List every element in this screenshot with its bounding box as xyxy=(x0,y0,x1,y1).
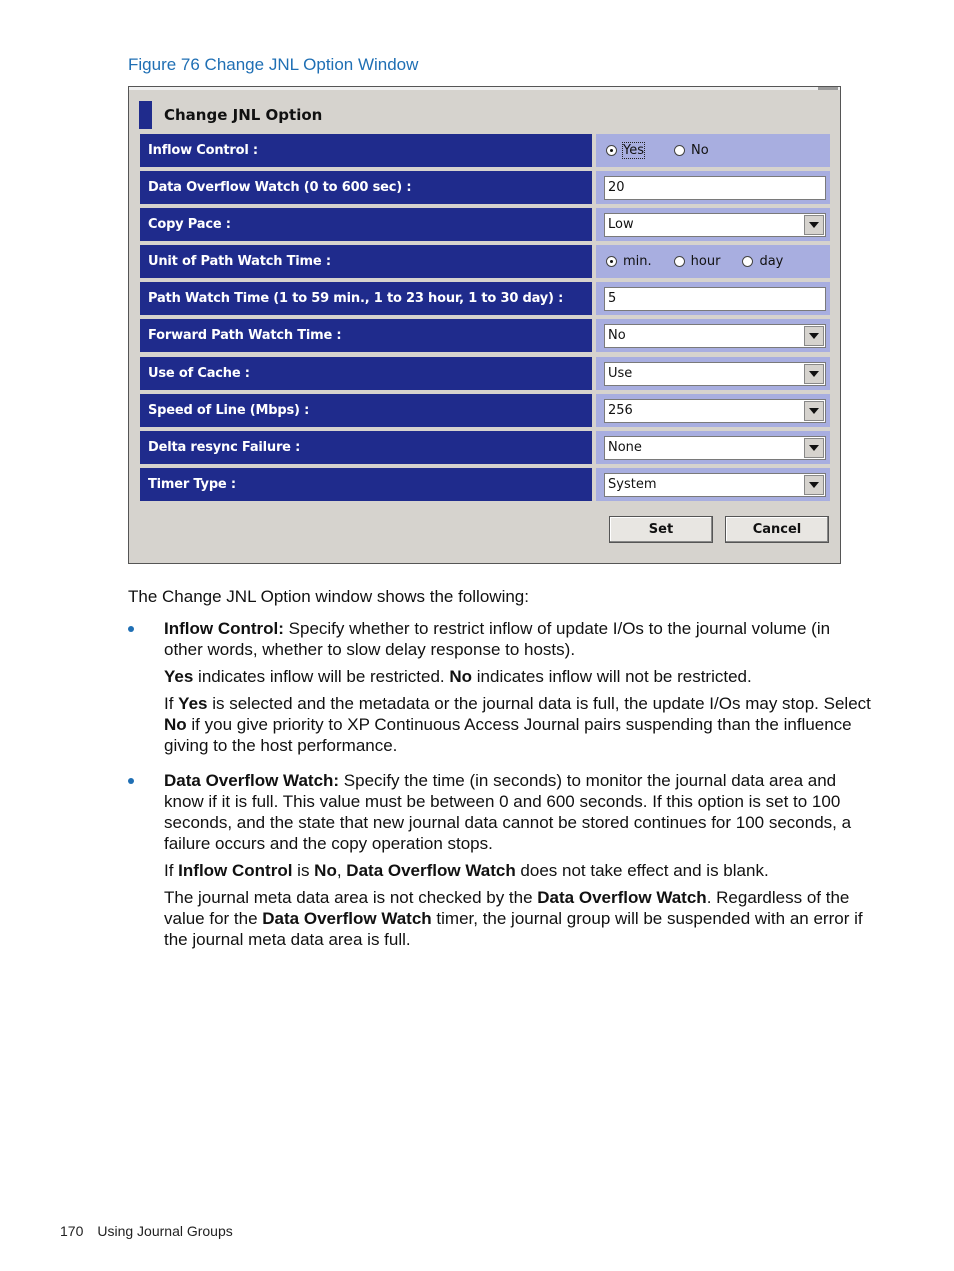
text-segment: , xyxy=(336,861,347,880)
unit-day-label: day xyxy=(759,254,784,269)
chevron-down-icon[interactable] xyxy=(804,364,824,384)
inflow-control-paragraph xyxy=(164,618,872,660)
text-segment: is selected and the metadata or the journal data is full, the update I/Os may stop. Select xyxy=(207,694,871,713)
term-yes: Yes xyxy=(164,667,194,686)
chevron-down-icon[interactable] xyxy=(804,326,824,346)
data-overflow-watch-label: Data Overflow Watch (0 to 600 sec) : xyxy=(140,171,592,204)
radio-unselected-icon xyxy=(742,256,753,267)
page-footer xyxy=(60,1223,233,1239)
text-segment: timer, the journal group will be suspended with an error if the journal meta data area is full. xyxy=(164,909,863,949)
data-overflow-watch-input[interactable]: 20 xyxy=(604,176,826,200)
copy-pace-value: Low xyxy=(608,217,634,232)
text-segment: is xyxy=(292,861,315,880)
row-copy-pace xyxy=(140,208,830,241)
row-use-of-cache xyxy=(140,357,830,390)
figure-caption: Figure 76 Change JNL Option Window xyxy=(128,55,419,74)
chevron-down-icon[interactable] xyxy=(804,438,824,458)
text-segment: if you give priority to XP Continuous Access Journal pairs suspending than the influence giving to the host performance. xyxy=(164,715,852,755)
dialog-title: Change JNL Option xyxy=(164,106,323,124)
use-of-cache-cell xyxy=(596,357,830,390)
inflow-yes-no-paragraph xyxy=(164,666,872,687)
bullet-icon xyxy=(128,626,134,632)
row-timer-type xyxy=(140,468,830,501)
inflow-control-options xyxy=(596,134,830,167)
text-segment: . Regardless of the value for the xyxy=(164,888,850,928)
forward-path-watch-value: No xyxy=(608,328,626,343)
timer-type-select[interactable] xyxy=(604,473,826,497)
unit-hour-label: hour xyxy=(690,254,721,269)
chevron-down-icon[interactable] xyxy=(804,475,824,495)
speed-of-line-cell xyxy=(596,394,830,427)
set-button[interactable]: Set xyxy=(609,516,713,543)
inflow-control-desc: Specify whether to restrict inflow of update I/Os to the journal volume (in other words, whether to slow delay response to hosts). xyxy=(164,619,831,659)
copy-pace-select[interactable] xyxy=(604,213,826,237)
term-data-overflow-watch: Data Overflow Watch xyxy=(537,888,707,907)
cancel-button[interactable]: Cancel xyxy=(725,516,829,543)
data-overflow-watch-desc: Specify the time (in seconds) to monitor the journal data area and know if it is full. This value must be between 0 and 600 seconds. If this option is set to 100 seconds, and the state that new journal data cannot be stored continues for 100 seconds, a failure occurs and the copy operation stops. xyxy=(164,771,852,853)
data-overflow-watch-cell xyxy=(596,171,830,204)
page-number: 170 xyxy=(60,1223,84,1239)
intro-paragraph: The Change JNL Option window shows the following: xyxy=(128,587,529,606)
delta-resync-value: None xyxy=(608,440,642,455)
forward-path-watch-cell xyxy=(596,319,830,352)
forward-path-watch-label: Forward Path Watch Time : xyxy=(140,319,592,352)
radio-selected-icon xyxy=(606,256,617,267)
row-path-watch-time xyxy=(140,282,830,315)
term-yes: Yes xyxy=(178,694,208,713)
chevron-down-icon[interactable] xyxy=(804,401,824,421)
inflow-control-label: Inflow Control : xyxy=(140,134,592,167)
forward-path-watch-select[interactable] xyxy=(604,324,826,348)
timer-type-value: System xyxy=(608,477,657,492)
unit-min-radio[interactable] xyxy=(606,254,652,269)
unit-hour-radio[interactable] xyxy=(674,254,721,269)
text-segment: The journal meta data area is not checked by the xyxy=(164,888,538,907)
term-no: No xyxy=(314,861,337,880)
unit-path-watch-label: Unit of Path Watch Time : xyxy=(140,245,592,278)
inflow-detail-paragraph xyxy=(164,693,872,756)
text-segment: If xyxy=(164,861,179,880)
row-unit-of-path-watch-time xyxy=(140,245,830,278)
delta-resync-select[interactable] xyxy=(604,436,826,460)
term-no: No xyxy=(164,715,187,734)
row-delta-resync-failure xyxy=(140,431,830,464)
chevron-down-icon[interactable] xyxy=(804,215,824,235)
row-speed-of-line xyxy=(140,394,830,427)
path-watch-time-input[interactable]: 5 xyxy=(604,287,826,311)
row-forward-path-watch-time xyxy=(140,319,830,352)
delta-resync-cell xyxy=(596,431,830,464)
footer-section: Using Journal Groups xyxy=(97,1223,233,1239)
timer-type-label: Timer Type : xyxy=(140,468,592,501)
use-of-cache-select[interactable] xyxy=(604,362,826,386)
term-data-overflow-watch: Data Overflow Watch: xyxy=(164,771,340,790)
speed-of-line-select[interactable] xyxy=(604,399,826,423)
delta-resync-label: Delta resync Failure : xyxy=(140,431,592,464)
text-segment: indicates inflow will not be restricted. xyxy=(472,667,752,686)
inflow-yes-label: Yes xyxy=(623,143,644,158)
change-jnl-option-dialog xyxy=(128,86,841,564)
copy-pace-label: Copy Pace : xyxy=(140,208,592,241)
row-data-overflow-watch xyxy=(140,171,830,204)
inflow-yes-radio[interactable] xyxy=(606,143,644,158)
unit-radio-group xyxy=(606,245,783,278)
unit-min-label: min. xyxy=(623,254,652,269)
inflow-no-label: No xyxy=(691,143,709,158)
bullet-icon xyxy=(128,778,134,784)
radio-selected-icon xyxy=(606,145,617,156)
radio-unselected-icon xyxy=(674,145,685,156)
speed-of-line-value: 256 xyxy=(608,403,633,418)
dialog-header xyxy=(139,101,322,129)
timer-type-cell xyxy=(596,468,830,501)
copy-pace-cell xyxy=(596,208,830,241)
term-data-overflow-watch: Data Overflow Watch xyxy=(262,909,432,928)
data-overflow-watch-paragraph xyxy=(164,770,872,854)
header-marker xyxy=(139,101,152,129)
meta-data-paragraph xyxy=(164,887,872,950)
path-watch-time-label: Path Watch Time (1 to 59 min., 1 to 23 hour, 1 to 30 day) : xyxy=(140,282,592,315)
path-watch-time-cell xyxy=(596,282,830,315)
overflow-blank-paragraph xyxy=(164,860,872,881)
term-inflow-control: Inflow Control xyxy=(178,861,293,880)
speed-of-line-label: Speed of Line (Mbps) : xyxy=(140,394,592,427)
inflow-no-radio[interactable] xyxy=(674,143,709,158)
inflow-radio-group xyxy=(606,134,739,167)
unit-day-radio[interactable] xyxy=(742,254,783,269)
term-no: No xyxy=(449,667,473,686)
unit-path-watch-options xyxy=(596,245,830,278)
text-segment: does not take effect and is blank. xyxy=(515,861,769,880)
text-segment: If xyxy=(164,694,179,713)
text-segment: indicates inflow will be restricted. xyxy=(193,667,450,686)
use-of-cache-label: Use of Cache : xyxy=(140,357,592,390)
term-inflow-control: Inflow Control: xyxy=(164,619,284,638)
dialog-title-bar xyxy=(129,87,840,90)
term-data-overflow-watch: Data Overflow Watch xyxy=(346,861,516,880)
use-of-cache-value: Use xyxy=(608,366,633,381)
row-inflow-control xyxy=(140,134,830,167)
radio-unselected-icon xyxy=(674,256,685,267)
